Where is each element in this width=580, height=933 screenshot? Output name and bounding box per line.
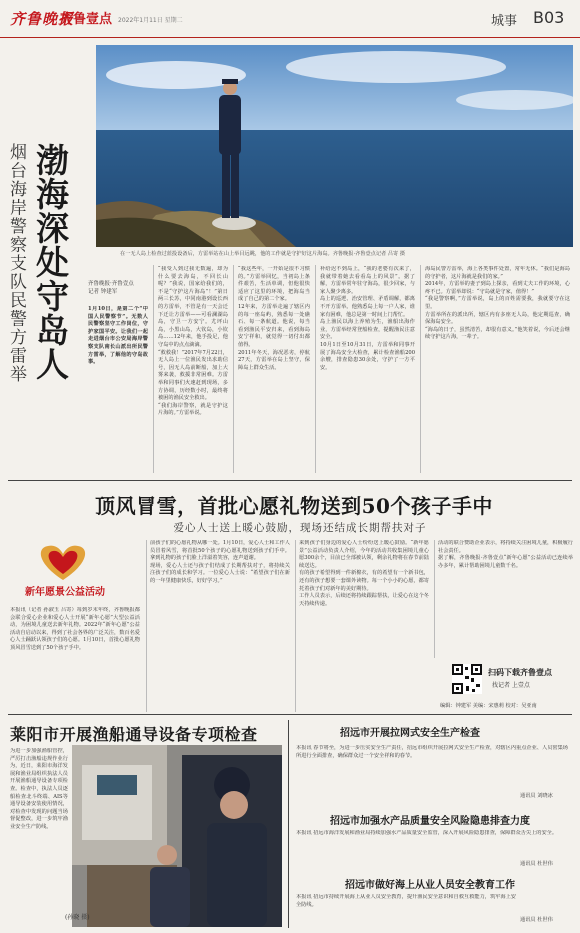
qr-code[interactable] [452, 664, 482, 694]
brief-3-text: 本报讯 招远市持续开展海上从业人员安全教育，提升渔民安全意识和自救互救能力，筑牢海上安全防线。 [296, 894, 516, 908]
top-col-3: 补给迟不到岛上，“我的老婆有次来了，我就带着她去看看岛上的风景”。据了解，方雷举常年驻守海岛，很少回家，与家人聚少离多。 岛上的巡逻、治安管理、矛盾调解，都离不开方雷举。他熟悉岛上每一户人家，谁家有困难，他总是第一时间上门帮忙。 岛上渔民以海上养殖为生，渔船出海作业，方雷举经常登船检查，提醒渔民注意安全。 10月1日至10月31日，方雷举和同事开展了海岛安全大检查，累计检查渔船200余艘，排查隐患30余处，守护了一方平安。 [320, 266, 415, 371]
masthead [0, 0, 580, 38]
brief-3-headline: 招远市做好海上从业人员安全教育工作 [345, 880, 515, 891]
qr-sublabel: 找记者 上壹点 [492, 682, 530, 689]
top-col-1: “我受人到过我无数遍，却为什么要去海岛，不回长山呢？”我说，国家给我们的，不是“守护这片海岛”！”第日两三长苏，中同南港到设长西的方雷举，不管是有一天会迁下迁让方雷举——可看澜湖岛岛，守卫一方安宁。尤坪山岛，小黑山岛，大钦岛，小钦岛……12年来，他手投足，他守岛中的点点滴滴。 “救救我！”2017年7月22日，无人岛上一位渔民发出求助信号，因无人岛前断船，加上大雾来袭，救援非常困难。方雷举和同事们火速赶到现场，多方协调，历经数小时，最终将被困的渔民安全救出。 “我们海岸警察，就是守护这片海的。”方雷举说。 [158, 266, 228, 417]
top-col-4: 海岛民警方雷举，海上各类事件处置，常年无休。“我们是海岛的守护者，这片海就是我们的家。” 2014年，方雷举的妻子到岛上探亲，看到丈夫工作的环境，心疼不已。方雷举却说：“守岛就是守家，值得！” “我是警察啊，”方雷举说，岛上的百姓需要我，我就要守在这里。 方雷举所在的派出所，辖区内有多座无人岛，他定期巡查，确保海岛安全。 “海岛的日子，虽然清苦，却很有意义。”他笑着说，今后还会继续守护这片海，一辈子。 [425, 266, 570, 341]
boat-inspection-photo [72, 745, 282, 927]
top-subhead: 烟台海岸警察支队民警方雷举 [6, 143, 26, 384]
brief-2-text: 本报讯 招远市海洋发展和渔业局持续加强水产品质量安全监管，深入开展风险隐患排查，保障群众舌尖上的安全。 [296, 830, 558, 836]
middle-col-3: 来到孩子们身边的爱心人士纷纷送上暖心鼓励。“新年愿景”公益活动负责人介绍，今年的活动共收集困境儿童心愿300余个，目前已全部被认领，剩余礼物将在春节前陆续送达。 有的孩子希望得到一件新棉衣，有的希望有一个新书包，还有的孩子想要一套课外读物。每一个小小的心愿，都寄托着孩子们对新年的美好期待。 工作人员表示，后续还将持续跟踪帮扶，让爱心在这个冬天持续传递。 [299, 540, 429, 607]
page-number: B03 [533, 8, 565, 27]
hero-photo [96, 45, 573, 247]
brief-3-byline: 通讯员 杜世伟 [520, 917, 553, 923]
bottom-left-text: 为进一步加强渔船管控，严厉打击渔船违规作业行为，近日，莱阳市海洋发展和渔业局组织执法人员开展渔船通导设备专项检查。检查中，执法人员逐船检查北斗终端、AIS等通导设备安装使用情况，对检查中发现的问题当场督促整改，进一步筑牢渔业安全生产防线。 [10, 748, 68, 830]
heart-logo-icon [28, 540, 98, 584]
inspection-photo [72, 745, 282, 927]
brief-2-headline: 招远市加强水产品质量安全风险隐患排查力度 [330, 816, 530, 827]
charity-logo [28, 540, 98, 584]
photo-credit: (孙晓 摄) [65, 914, 90, 921]
middle-col-1: 本报讯（记者 孙淑玉 吕寄）每到岁末年终，齐鲁晚报都会联合爱心企业和爱心人士开展“新年心愿”大型公益活动，为困境儿童送去新年礼物。2022年“新年心愿”公益活动自启动以来，得到了社会各界的广泛关注，数百名爱心人士踊跃认领孩子们的心愿。1月10日，首批心愿礼物顶风冒雪送到了50个孩子手中。 [10, 607, 140, 651]
middle-col-2: 前孩子们的心愿礼物从哪一处。1月10日，爱心人士和工作人员冒着风雪，将首批50个孩子的心愿礼物送到孩子们手中。拿到礼物的孩子们脸上洋溢着笑容，连声道谢。 现场，爱心人士还与孩子们结成了长期帮扶对子，将持续关注孩子们的成长和学习。一位爱心人士说：“希望孩子们在新的一年里健康快乐，好好学习。” [150, 540, 290, 584]
top-col-2: “我这些年，一开始是很不习惯的。”方雷举回忆，当初岛上条件艰苦，生活单调，但他很快适应了这里的环境，把海岛当成了自己的第二个家。 12年来，方雷举走遍了辖区内的每一座岛屿，熟悉每一处礁石、每一条航道。他说，每当看到渔民平安归来，看到海岛安宁祥和，就觉得一切付出都值得。 2011年冬天，海况恶劣，停航27天，方雷举在岛上坚守，保障岛上群众生活。 [238, 266, 310, 371]
top-headline: 渤海深处守岛人 [31, 143, 70, 381]
bottom-left-headline: 莱阳市开展渔船通导设备专项检查 [10, 725, 258, 744]
top-lead: 1月10日，是第二个“中国人民警察节”。无数人民警察坚守工作岗位，守护家国平安。让我们一起走进烟台市公安局海岸警察支队南长山派出所民警方雷举，了解他的守岛故事。 [88, 306, 148, 366]
qr-code-icon [452, 664, 482, 694]
editor-credits: 编辑：钟建军 美编：宋惠莉 校对：吴亚南 [440, 703, 537, 709]
qr-label: 扫码下载齐鲁壹点 [488, 667, 552, 677]
middle-col-4: 活动的联合赞助企业表示，将持续关注困境儿童，积极履行社会责任。 据了解，齐鲁晚报·齐鲁壹点“新年心愿”公益活动已连续举办多年，累计帮助困境儿童数千名。 [438, 540, 573, 569]
issue-date: 2022年1月11日 星期二 [118, 17, 183, 24]
top-byline: 齐鲁晚报·齐鲁壹点 记者 钟建军 [88, 281, 134, 295]
brief-1-headline: 招远市开展拉网式安全生产检查 [340, 728, 480, 739]
photo-caption: 在一无人岛上检查过蓝投设备后，方雷举站在山上举目远眺，他的工作就是守护好这片海岛。齐鲁晚报·齐鲁壹点记者 吕寄 摄 [120, 251, 406, 257]
sub-brand: 齐鲁壹点 [60, 12, 113, 27]
brand-logo: 齐鲁晚报 [10, 10, 75, 28]
brief-1-byline: 通讯员 刘晓冰 [520, 793, 553, 799]
brief-2-byline: 通讯员 杜世伟 [520, 861, 553, 867]
section-name: 城事 [491, 14, 518, 29]
charity-logo-text: 新年愿景公益活动 [25, 587, 105, 598]
middle-headline: 顶风冒雪，首批心愿礼物送到50个孩子手中 [95, 494, 493, 518]
policeman-on-island-photo [96, 45, 573, 247]
brief-1-text: 本报讯 春节将至，为进一步压实安全生产责任，招远市组织开展拉网式安全生产检查，对辖区内重点企业、人员密集场所进行全面排查，确保群众过一个安全祥和的春节。 [296, 745, 568, 759]
middle-subhead: 爱心人士送上暖心鼓励，现场还结成长期帮扶对子 [173, 522, 427, 534]
